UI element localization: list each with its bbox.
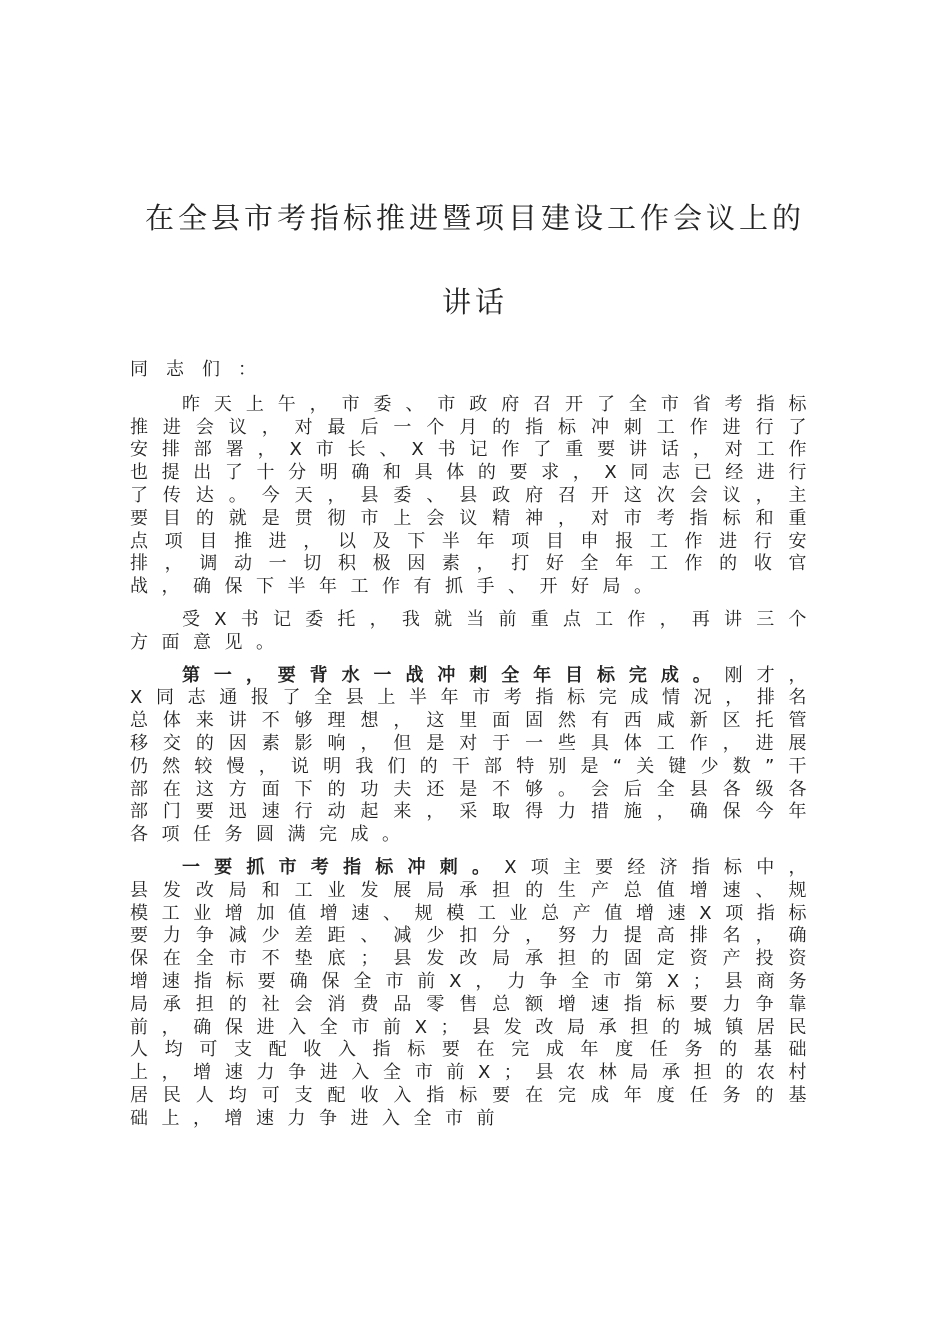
paragraph-3-text: 刚才，X同志通报了全县上半年市考指标完成情况，排名总体来讲不够理想，这里面固然有西咸新区托管移交的因素影响，但是对于一些具体工作，进展仍然较慢，说明我们的干部特别是“关键少数”干部在这方面下的功夫还是不够。会后全县各级各部门要迅速行动起来，采取得力措施，确保今年各项任务圆满完成。 bbox=[130, 664, 820, 846]
paragraph-4-heading: 一要抓市考指标冲刺。 bbox=[182, 856, 505, 878]
paragraph-3-heading: 第一，要背水一战冲刺全年目标完成。 bbox=[182, 664, 725, 686]
paragraph-2 bbox=[130, 609, 820, 655]
document-title-line1: 在全县市考指标推进暨项目建设工作会议上的 bbox=[144, 201, 805, 235]
paragraph-2-text: 受X书记委托，我就当前重点工作，再讲三个方面意见。 bbox=[130, 608, 820, 653]
paragraph-4 bbox=[130, 857, 820, 1131]
document-body bbox=[130, 359, 820, 1131]
paragraph-1 bbox=[130, 394, 820, 599]
document-title-line2: 讲话 bbox=[441, 285, 508, 319]
paragraph-4-text: X项主要经济指标中，县发改局和工业发展局承担的生产总值增速、规模工业增加值增速、规模工业总产值增速X项指标要力争减少差距、减少扣分，努力提高排名，确保在全市不垫底；县发改局承担的固定资产投资增速指标要确保全市前X，力争全市第X；县商务局承担的社会消费品零售总额增速指标要力争靠前，确保进入全市前X；县发改局承担的城镇居民人均可支配收入指标要在完成年度任务的基础上，增速力争进入全市前X；县农林局承担的农村居民人均可支配收入指标要在完成年度任务的基础上，增速力争进入全市前 bbox=[130, 856, 820, 1129]
paragraph-3 bbox=[130, 665, 820, 847]
greeting: 同志们： bbox=[130, 359, 274, 380]
paragraph-1-text: 昨天上午，市委、市政府召开了全市省考指标推进会议，对最后一个月的指标冲刺工作进行了安排部署，X市长、X书记作了重要讲话，对工作也提出了十分明确和具体的要求，X同志已经进行了传达。今天，县委、县政府召开这次会议，主要目的就是贯彻市上会议精神，对市考指标和重点项目推进，以及下半年项目申报工作进行安排，调动一切积极因素，打好全年工作的收官战，确保下半年工作有抓手、开好局。 bbox=[130, 393, 820, 598]
